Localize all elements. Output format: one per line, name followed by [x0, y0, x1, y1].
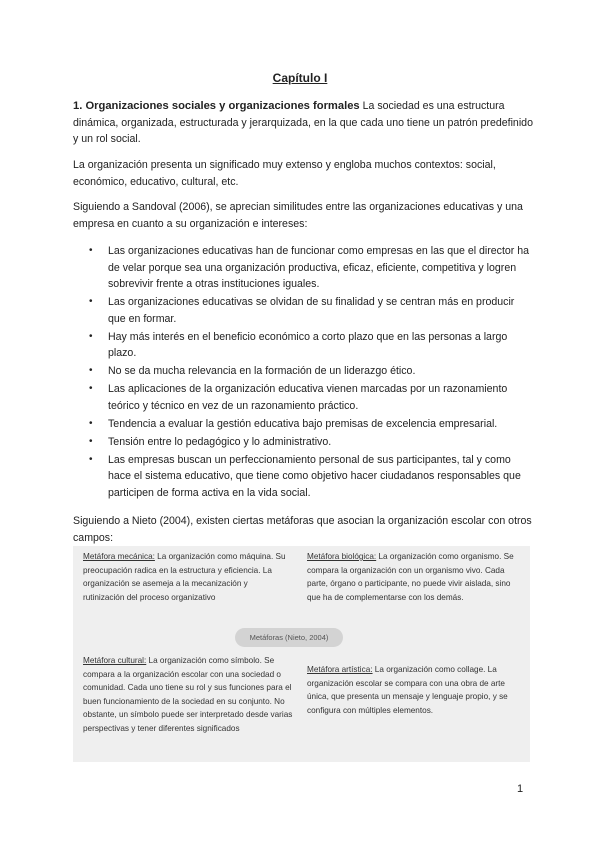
chapter-title: Capítulo I [272, 71, 328, 85]
list-item-text: Las organizaciones educativas se olvidan de su finalidad y se centran más en producir que en formar. [108, 296, 515, 325]
metaphor-artistic-title: Metáfora artística: [307, 665, 373, 674]
metaphors-figure [73, 546, 530, 762]
list-item-text: Tendencia a evaluar la gestión educativa bajo premisas de excelencia empresarial. [108, 417, 498, 430]
metaphor-biological [307, 550, 517, 604]
bullet-icon: • [89, 245, 93, 256]
list-item-text: Tensión entre lo pedagógico y lo administrativo. [108, 435, 332, 448]
paragraph-organization: La organización presenta un significado muy extenso y engloba muchos contextos: social, económico, educativo, cultural, etc. [73, 159, 496, 188]
page-number: 1 [517, 783, 524, 795]
metaphor-biological-text: La organización como organismo. Se compara la organización con un organismo vivo. Cada parte, órgano o participante, no puede vivir aislada, sino que ha de complementarse con los demás. [307, 552, 514, 602]
metaphor-mechanical-text: La organización como máquina. Su preocupación radica en la estructura y eficiencia. La organización se asemeja a la mecanización y rutinización del proceso organizativo [83, 552, 286, 602]
metaphor-mechanical-title: Metáfora mecánica: [83, 552, 155, 561]
section-1-paragraph [73, 98, 533, 148]
bullet-icon: • [89, 453, 93, 465]
bullet-icon: • [89, 383, 93, 394]
list-item-text: Hay más interés en el beneficio económico a corto plazo que en las personas a largo plazo. [108, 330, 508, 359]
metaphor-biological-title: Metáfora biológica: [307, 552, 377, 561]
bullet-icon: • [89, 365, 93, 376]
metaphor-artistic [307, 663, 517, 717]
bullet-icon: • [89, 435, 93, 447]
section-1-text: La sociedad es una estructura dinámica, organizada, estructurada y jerarquizada, en la que cada uno tiene un patrón predefinido y un rol social. [73, 100, 533, 145]
metaphor-cultural-title: Metáfora cultural: [83, 656, 147, 665]
paragraph-sandoval: Siguiendo a Sandoval (2006), se aprecian similitudes entre las organizaciones educativas y una empresa en cuanto a su organización e intereses: [73, 201, 523, 230]
list-item-text: No se da mucha relevancia en la formación de un liderazgo ético. [108, 365, 416, 377]
list-item [73, 434, 533, 451]
list-item-text: Las aplicaciones de la organización educativa vienen marcadas por un razonamiento teórico y técnico en vez de un razonamiento práctico. [108, 383, 508, 412]
bullet-icon: • [89, 417, 93, 429]
list-item [73, 294, 533, 327]
metaphor-artistic-text: La organización como collage. La organización escolar se compara con una obra de arte única, que presenta un mensaje y lenguaje propio, y se configura con múltiples elementos. [307, 665, 508, 715]
list-item [73, 363, 533, 380]
list-item [73, 329, 533, 362]
metaphors-center-label: Metáforas (Nieto, 2004) [235, 628, 343, 647]
list-item [73, 243, 533, 293]
bullet-icon: • [89, 330, 93, 342]
section-1-heading: 1. Organizaciones sociales y organizaciones formales [73, 100, 360, 112]
metaphor-cultural [83, 654, 293, 736]
bullet-icon: • [89, 296, 93, 307]
metaphor-cultural-text: La organización como símbolo. Se compara a la organización escolar con una sociedad o comunidad. Cada uno tiene su rol y sus funciones para el buen funcionamiento de la sociedad en su conjunto. No obstante, un símbolo puede ser interpretado desde varias perspectivas y tener diferentes significados [83, 656, 293, 733]
list-item [73, 381, 533, 414]
metaphor-mechanical [83, 550, 288, 604]
paragraph-nieto: Siguiendo a Nieto (2004), existen ciertas metáforas que asocian la organización escolar con otros campos: [73, 515, 532, 544]
list-item [73, 452, 533, 502]
list-item [73, 416, 533, 433]
similarities-list [73, 243, 533, 503]
list-item-text: Las empresas buscan un perfeccionamiento personal de sus participantes, tal y como hace el sistema educativo, que tiene como objetivo hacer ciudadanos responsables que participen de forma activa en la vida social. [108, 453, 521, 499]
list-item-text: Las organizaciones educativas han de funcionar como empresas en las que el director ha de velar porque sea una organización productiva, eficaz, eficiente, competitiva y logren sobrevivir frente a otras instituciones iguales. [108, 245, 530, 290]
